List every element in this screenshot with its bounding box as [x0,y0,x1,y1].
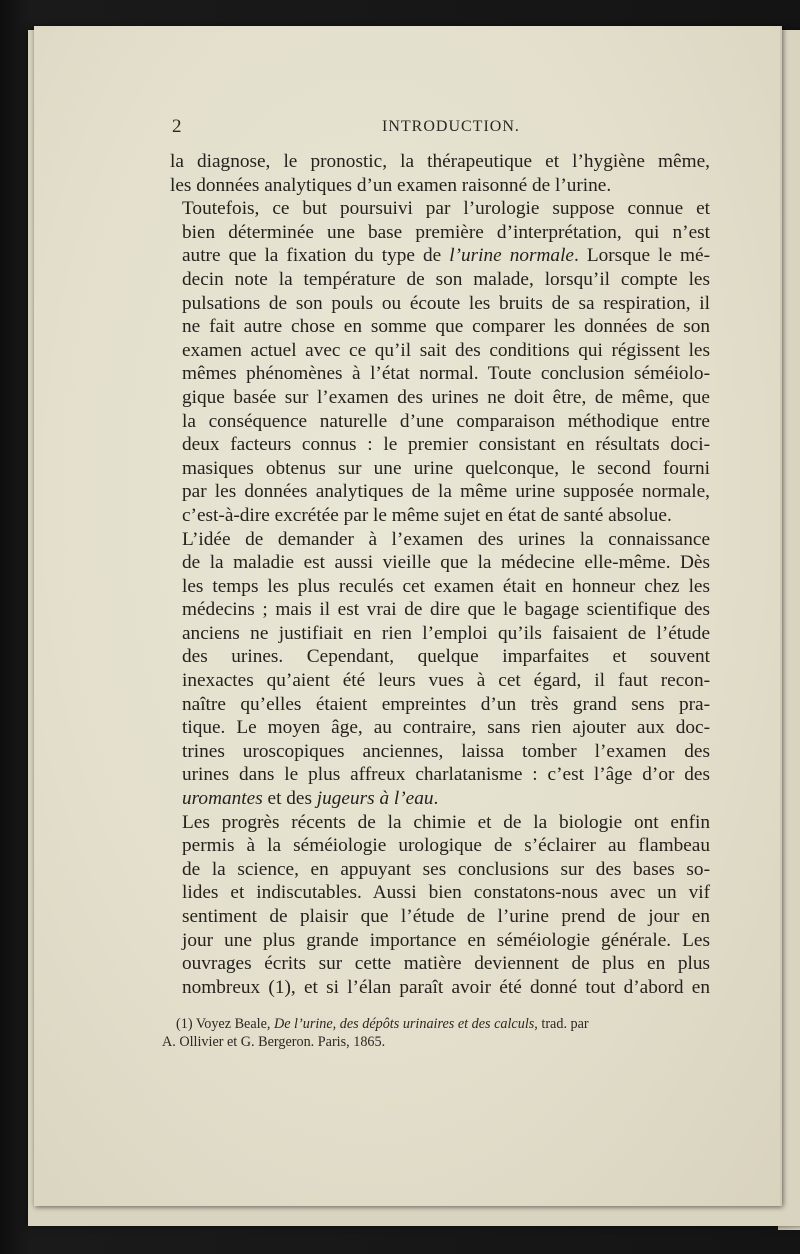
text-line: deux facteurs connus : le premier consistant en résultats doci- [182,434,710,456]
text-line: la diagnose, le pronostic, la thérapeutique et l’hygiène même, [170,151,710,172]
text-line: tique. Le moyen âge, au contraire, sans rien ajouter aux doc- [182,717,710,739]
text-line: des urines. Cependant, quelque imparfaites et souvent [182,646,710,668]
text-line: de la science, en appuyant ses conclusions sur des bases so- [182,858,710,880]
text-line: ouvrages écrits sur cette matière deviennent de plus en plus [182,953,710,975]
text-line: examen actuel avec ce qu’il sait des conditions qui régissent les [182,339,710,361]
text-line: inexactes qu’aient été leurs vues à cet égard, il faut recon- [182,670,710,692]
text-line: médecins ; mais il est vrai de dire que le bagage scientifique des [182,599,710,621]
text-line: par les données analytiques de la même urine supposée normale, [182,481,710,503]
text-line: Les progrès récents de la chimie et de la biologie ont enfin [182,811,710,833]
footnote-book-title: De l’urine, des dépôts urinaires et des calculs [273,1016,535,1032]
text-line: urines dans le plus affreux charlatanisme : c’est l’âge d’or des [182,764,710,786]
text-line: gique basée sur l’examen des urines ne doit être, de même, que [182,386,710,408]
text-line: trines uroscopiques anciennes, laissa tomber l’examen des [182,740,710,762]
text-line: L’idée de demander à l’examen des urines la connaissance [182,528,710,550]
page-header [172,116,707,142]
text-line: jour une plus grande importance en séméiologie générale. Les [182,929,710,951]
text-fragment: . Lorsque le mé- [573,245,710,267]
text-line-with-italic [162,244,710,268]
text-line: bien déterminée une base première d’interprétation, qui n’est [182,221,710,243]
text-line: pulsations de son pouls ou écoute les bruits de sa respiration, il [182,292,710,314]
paragraph-2 [162,197,710,527]
paragraph-4 [162,811,710,1000]
page-number: 2 [172,116,182,137]
paragraph-3 [162,528,710,811]
footnote-line: A. Ollivier et G. Bergeron. Paris, 1865. [162,1033,386,1050]
text-line: les données analytiques d’un examen raisonné de l’urine. [170,174,612,196]
body-text [162,150,710,999]
text-line: nombreux (1), et si l’élan paraît avoir été donné tout d’abord en [182,976,710,998]
text-line: la conséquence naturelle d’une comparaison méthodique entre [182,410,710,432]
text-fragment: autre que la fixation du type de [182,245,450,267]
text-line: masiques obtenus sur une urine quelconque, le second fourni [182,457,710,479]
text-fragment: et des [262,788,317,810]
text-line-with-italic [162,787,710,811]
italic-term: l’urine normale [449,245,574,267]
footnote [162,1016,710,1051]
footnote-line [162,1016,710,1034]
text-line: decin note la température de son malade, lorsqu’il compte les [182,268,710,290]
running-title: INTRODUCTION. [382,118,520,135]
text-line: permis à la séméiologie urologique de s’éclairer au flambeau [182,835,710,857]
text-line: de la maladie est aussi vieille que la médecine elle-même. Dès [182,552,710,574]
text-line: ne fait autre chose en somme que comparer les données de son [182,316,710,338]
text-fragment: . [433,788,439,810]
text-line: Toutefois, ce but poursuivi par l’urologie suppose connue et [182,198,710,220]
text-line: mêmes phénomènes à l’état normal. Toute conclusion séméiolo- [182,363,710,385]
footnote-marker: (1) Voyez Beale, [176,1016,274,1032]
text-fragment: , trad. par [534,1016,589,1032]
text-line: sentiment de plaisir que l’étude de l’urine prend de jour en [182,906,710,927]
italic-term: jugeurs à l’eau [316,788,434,810]
text-line: les temps les plus reculés cet examen était en honneur chez les [182,575,710,597]
italic-term: uromantes [182,788,263,810]
text-line: lides et indiscutables. Aussi bien constatons-nous avec un vif [182,882,710,904]
paragraph-1 [162,150,710,197]
text-line: naître qu’elles étaient empreintes d’un très grand sens pra- [182,693,710,715]
text-line: c’est-à-dire excrétée par le même sujet en état de santé absolue. [182,504,672,526]
text-line: anciens ne justifiait en rien l’emploi qu’ils faisaient de l’étude [182,622,710,644]
